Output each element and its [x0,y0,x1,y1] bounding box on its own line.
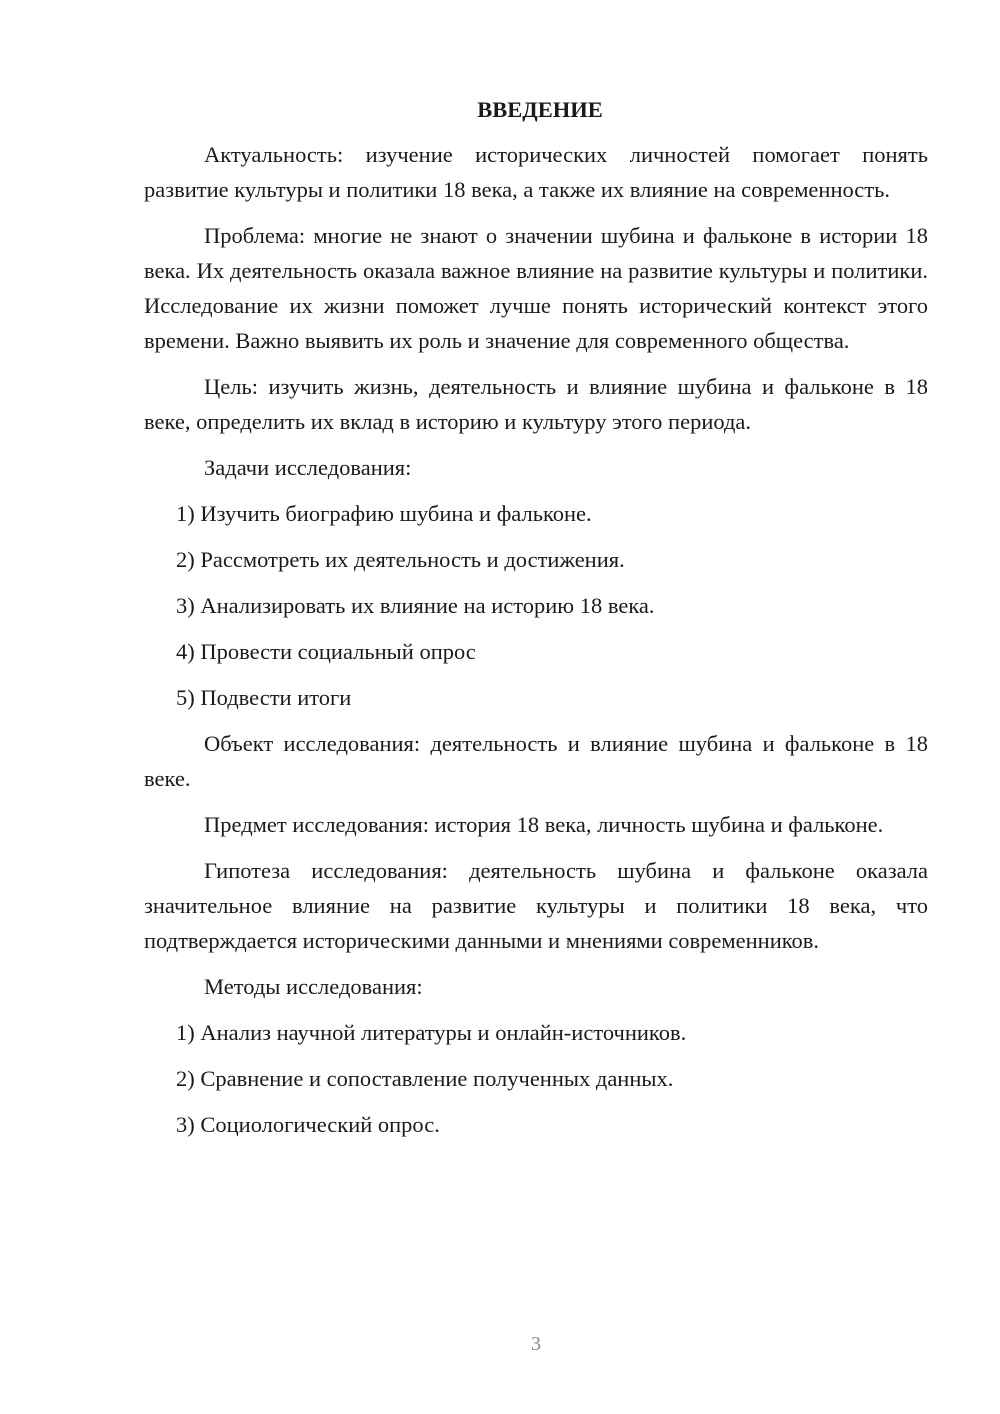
problem-paragraph: Проблема: многие не знают о значении шубина и фальконе в истории 18 века. Их деятельность оказала важное влияние на развитие культуры и политики. Исследование их жизни поможет лучше понять исторический контекст этого времени. Важно выявить их роль и значение для современного общества. [144,223,928,353]
subject-paragraph: Предмет исследования: история 18 века, личность шубина и фальконе. [204,812,884,837]
tasks-list [144,496,928,715]
method-item: 1) Анализ научной литературы и онлайн-источников. [176,1020,687,1045]
task-item: 5) Подвести итоги [176,685,352,710]
tasks-label: Задачи исследования: [204,455,412,480]
section-heading: ВВЕДЕНИЕ [477,97,603,122]
relevance-paragraph: Актуальность: изучение исторических личностей помогает понять развитие культуры и политики 18 века, а также их влияние на современность. [144,142,928,202]
method-item: 3) Социологический опрос. [176,1112,440,1137]
page-number: 3 [531,1333,541,1355]
task-item: 1) Изучить биографию шубина и фальконе. [176,501,592,526]
object-paragraph: Объект исследования: деятельность и влияние шубина и фальконе в 18 веке. [144,731,928,791]
hypothesis-paragraph: Гипотеза исследования: деятельность шубина и фальконе оказала значительное влияние на развитие культуры и политики 18 века, что подтверждается историческими данными и мнениями современников. [144,858,928,953]
methods-label: Методы исследования: [204,974,423,999]
methods-list [144,1015,928,1142]
method-item: 2) Сравнение и сопоставление полученных данных. [176,1066,674,1091]
task-item: 3) Анализировать их влияние на историю 18 века. [176,593,655,618]
goal-paragraph: Цель: изучить жизнь, деятельность и влияние шубина и фальконе в 18 веке, определить их вклад в историю и культуру этого периода. [144,374,928,434]
task-item: 2) Рассмотреть их деятельность и достижения. [176,547,625,572]
document-page [144,92,928,1153]
task-item: 4) Провести социальный опрос [176,639,476,664]
